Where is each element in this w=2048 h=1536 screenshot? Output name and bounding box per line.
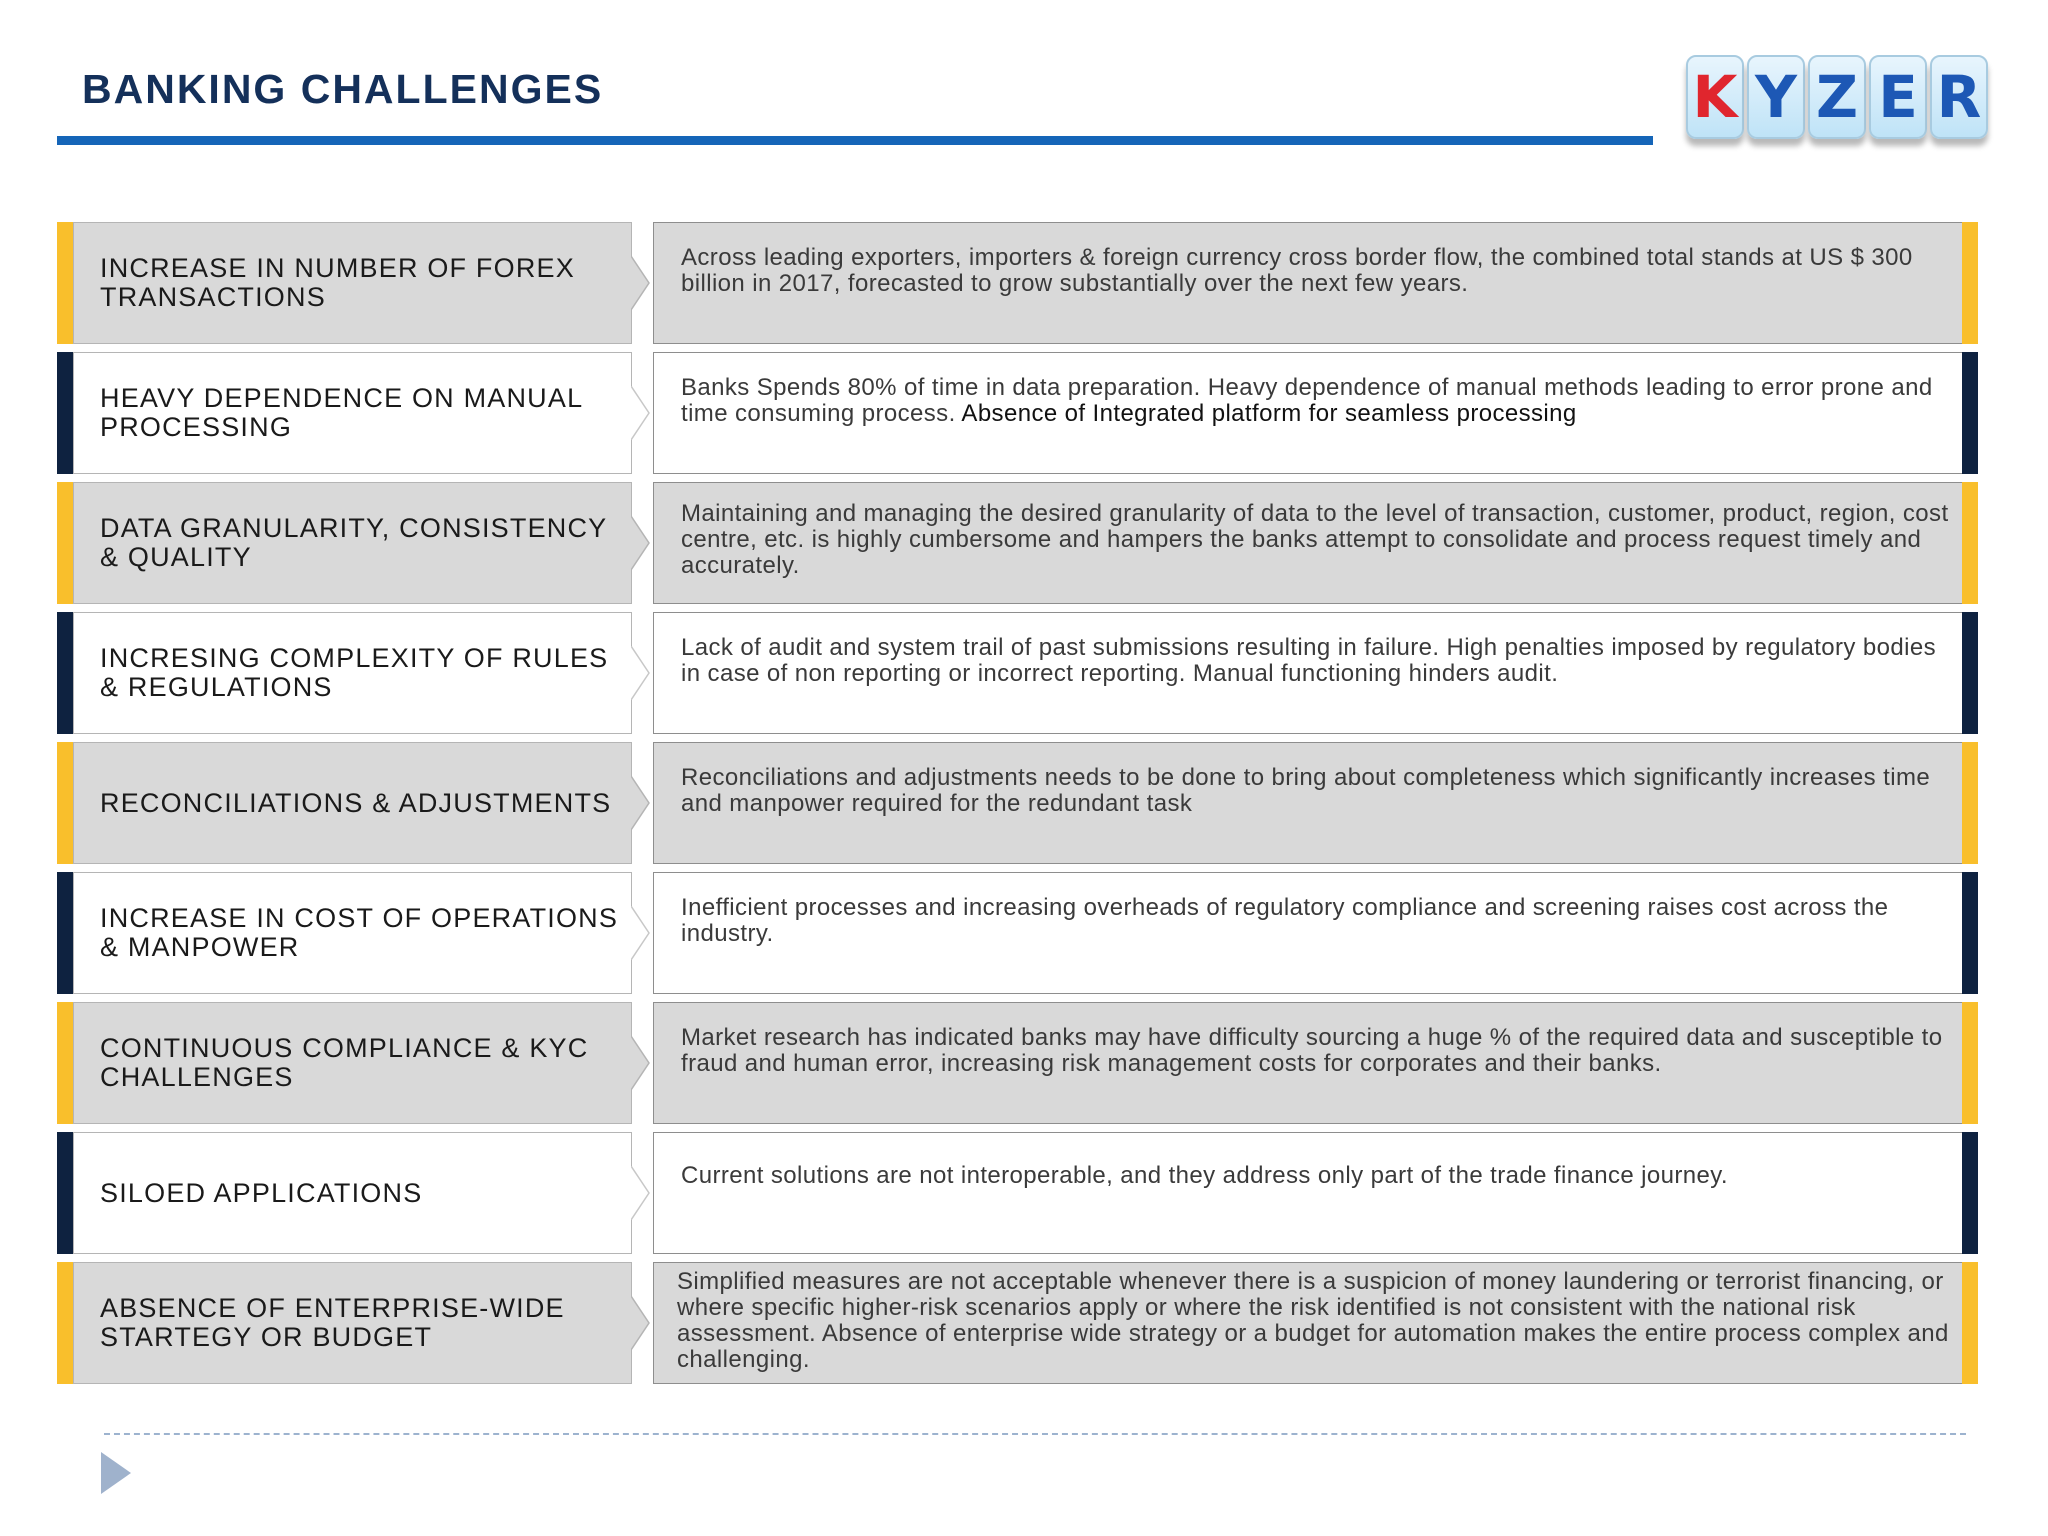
challenge-heading: HEAVY DEPENDENCE ON MANUAL PROCESSING [100,383,583,442]
challenge-heading-box [73,352,632,474]
challenge-heading: INCRESING COMPLEXITY OF RULES & REGULATIONS [100,643,609,702]
challenge-heading: DATA GRANULARITY, CONSISTENCY & QUALITY [100,513,607,572]
challenge-heading: CONTINUOUS COMPLIANCE & KYC CHALLENGES [100,1033,589,1092]
challenge-description-box [653,482,1964,604]
footer-divider [104,1433,1966,1435]
challenge-heading-box [73,612,632,734]
row-end-bar [1962,1002,1978,1124]
challenge-row-data-granularity [57,482,1978,604]
challenge-heading-box [73,742,632,864]
logo-letter-e: E [1869,55,1927,139]
kyzer-logo [1686,55,1988,139]
challenge-row-rules-regulations [57,612,1978,734]
challenge-description: Simplified measures are not acceptable whenever there is a suspicion of money laundering or terrorist financing, or where specific higher-risk scenarios apply or where the risk identified is not consistent with the national risk assessment. Absence of enterprise wide strategy or a budget for automation makes the entire process complex and challenging. [677,1268,1949,1373]
challenge-description: Reconciliations and adjustments needs to be done to bring about completeness which significantly increases time and manpower required for the redundant task [681,764,1931,817]
challenge-description: Maintaining and managing the desired granularity of data to the level of transaction, customer, product, region, cost centre, etc. is highly cumbersome and hampers the banks attempt to consolidate and process request timely and accurately. [681,500,1949,579]
challenge-description-box [653,352,1964,474]
challenge-heading-box [73,222,632,344]
logo-letter-k: K [1686,55,1744,139]
challenge-heading-box [73,872,632,994]
row-end-bar [1962,612,1978,734]
row-end-bar [1962,1262,1978,1384]
row-accent-bar [57,742,73,864]
challenge-heading-box [73,1002,632,1124]
challenge-row-forex [57,222,1978,344]
challenge-heading: ABSENCE OF ENTERPRISE-WIDE STARTEGY OR BUDGET [100,1293,565,1352]
challenge-row-manual-processing [57,352,1978,474]
row-accent-bar [57,352,73,474]
challenge-heading-box [73,1132,632,1254]
challenge-row-cost-of-operations [57,872,1978,994]
play-triangle-icon[interactable] [101,1452,131,1494]
row-end-bar [1962,482,1978,604]
row-accent-bar [57,1132,73,1254]
challenge-description: Market research has indicated banks may have difficulty sourcing a huge % of the required data and susceptible to fraud and human error, increasing risk management costs for corporates and their banks. [681,1024,1943,1077]
challenge-heading-box [73,1262,632,1384]
challenge-description: Lack of audit and system trail of past submissions resulting in failure. High penalties imposed by regulatory bodies in case of non reporting or incorrect reporting. Manual functioning hinders audit. [681,634,1937,687]
row-end-bar [1962,222,1978,344]
row-accent-bar [57,1002,73,1124]
title-underline [57,136,1653,145]
challenge-row-compliance-kyc [57,1002,1978,1124]
challenge-description-box [653,1002,1964,1124]
row-accent-bar [57,222,73,344]
challenge-heading-box [73,482,632,604]
challenge-description: Current solutions are not interoperable, and they address only part of the trade finance journey. [681,1162,1728,1189]
row-accent-bar [57,482,73,604]
row-end-bar [1962,352,1978,474]
challenge-description: Banks Spends 80% of time in data preparation. Heavy dependence of manual methods leading to error prone and time consuming process. [681,374,1933,427]
challenge-row-enterprise-strategy [57,1262,1978,1384]
logo-letter-y: Y [1747,55,1805,139]
challenge-row-reconciliations [57,742,1978,864]
row-end-bar [1962,1132,1978,1254]
challenge-description-box [653,872,1964,994]
challenge-heading: RECONCILIATIONS & ADJUSTMENTS [100,787,612,818]
challenge-heading: SILOED APPLICATIONS [100,1177,423,1208]
logo-letter-r: R [1930,55,1988,139]
row-end-bar [1962,872,1978,994]
challenge-description-box [653,742,1964,864]
row-accent-bar [57,1262,73,1384]
challenge-description-text [654,353,1963,427]
row-accent-bar [57,612,73,734]
challenge-description-box [653,1262,1964,1384]
challenge-description: Inefficient processes and increasing overheads of regulatory compliance and screening raises cost across the industry. [681,894,1889,947]
challenge-heading: INCREASE IN COST OF OPERATIONS & MANPOWER [100,903,619,962]
row-end-bar [1962,742,1978,864]
page-title: BANKING CHALLENGES [82,66,604,112]
challenge-description-box [653,222,1964,344]
challenge-row-siloed-applications [57,1132,1978,1254]
challenge-description-box [653,612,1964,734]
challenge-description-box [653,1132,1964,1254]
row-accent-bar [57,872,73,994]
challenge-heading: INCREASE IN NUMBER OF FOREX TRANSACTIONS [100,253,575,312]
logo-letter-z: Z [1808,55,1866,139]
challenge-description-emphasis: Absence of Integrated platform for seamless processing [961,400,1577,427]
challenge-description: Across leading exporters, importers & foreign currency cross border flow, the combined total stands at US $ 300 billion in 2017, forecasted to grow substantially over the next few years. [681,244,1913,297]
